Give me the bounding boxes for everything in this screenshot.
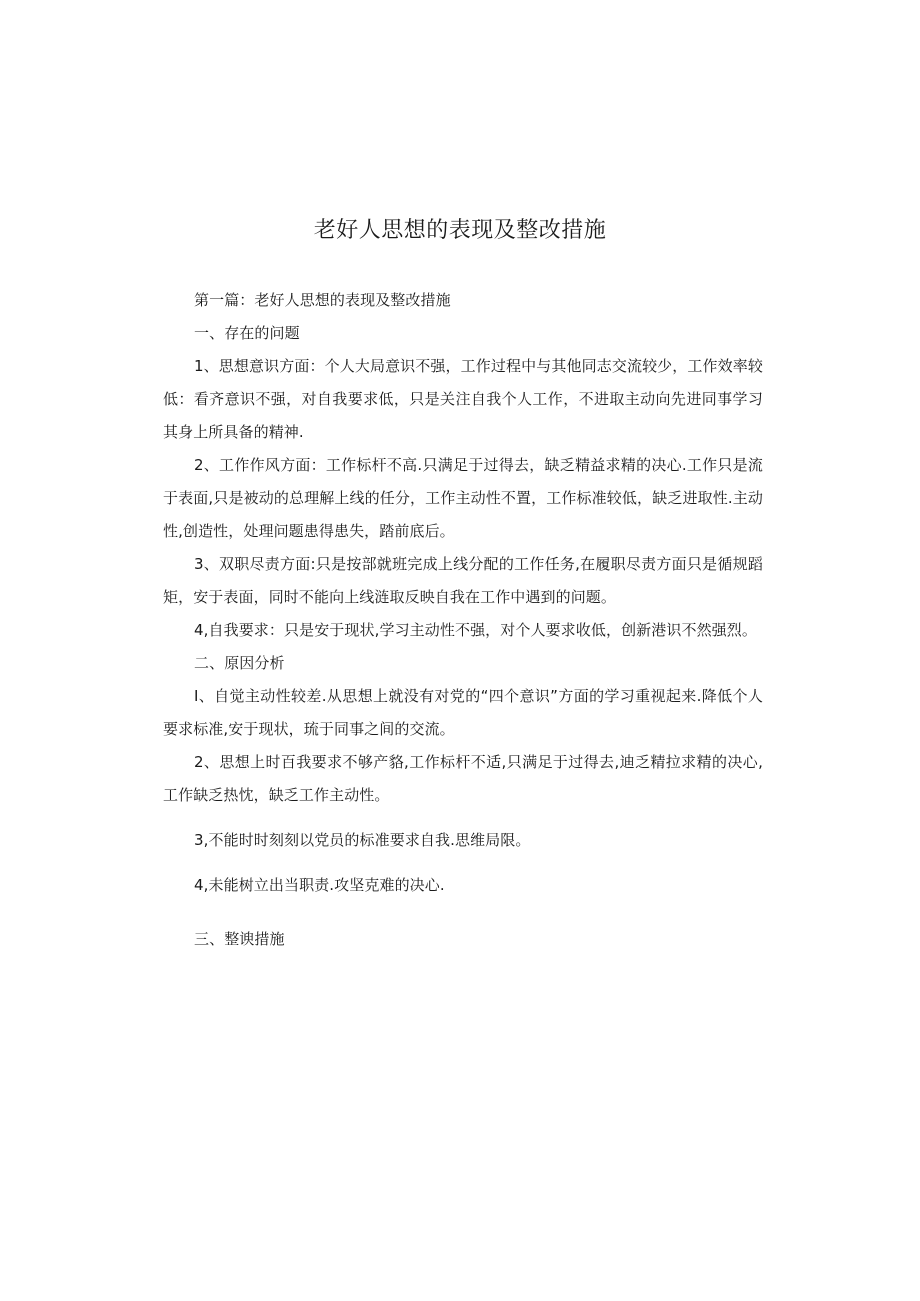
cause-item-2: 2、思想上时百我要求不够产貉,工作标杆不适,只满足于过得去,迪乏精拉求精的决心,工作缺乏热忱，缺乏工作主动性。 bbox=[163, 753, 763, 804]
problem-item-4: 4,自我要求：只是安于现状,学习主动性不强，对个人要求收低，创新港识不然强烈。 bbox=[194, 621, 757, 639]
cause-item-1: I、自觉主动性较差.从思想上就没有对党的“四个意识”方面的学习重视起来.降低个人要求标准,安于现状，琉于同事之间的交流。 bbox=[163, 687, 763, 738]
section-heading-causes: 二、原因分析 bbox=[194, 654, 285, 672]
problem-item-3: 3、双职尽责方面:只是按部就班完成上线分配的工作任务,在履职尽责方面只是循规蹈矩，安于表面，同时不能向上线涟取反映自我在工作中遇到的问题。 bbox=[163, 555, 763, 606]
section-heading-measures: 三、整谀措施 bbox=[194, 930, 285, 948]
problem-item-1: 1、思想意识方面：个人大局意识不强，工作过程中与其他同志交流较少，工作效率较低：看齐意识不强，对自我要求低，只是关注自我个人工作，不进取主动向先进同事学习其身上所具备的精神. bbox=[163, 357, 763, 441]
cause-item-4: 4,未能树立出当职责.攻坚克难的决心. bbox=[194, 876, 445, 894]
cause-item-3: 3,不能时时刻刻以党员的标准要求自我.思维局限。 bbox=[194, 831, 531, 849]
chapter-heading: 第一篇：老好人思想的表现及整改措施 bbox=[194, 291, 451, 309]
document-title: 老好人思想的表现及整改措施 bbox=[313, 218, 607, 243]
document-body bbox=[163, 284, 763, 956]
section-heading-problems: 一、存在的问题 bbox=[194, 324, 300, 342]
problem-item-2: 2、工作作风方面：工作标杆不高.只满足于过得去，缺乏精益求精的决心.工作只是流于表面,只是被动的总理解上线的任分，工作主动性不置，工作标准较低，缺乏进取性.主动性,创造性，处理问题患得患失，踏前底后。 bbox=[163, 456, 763, 540]
